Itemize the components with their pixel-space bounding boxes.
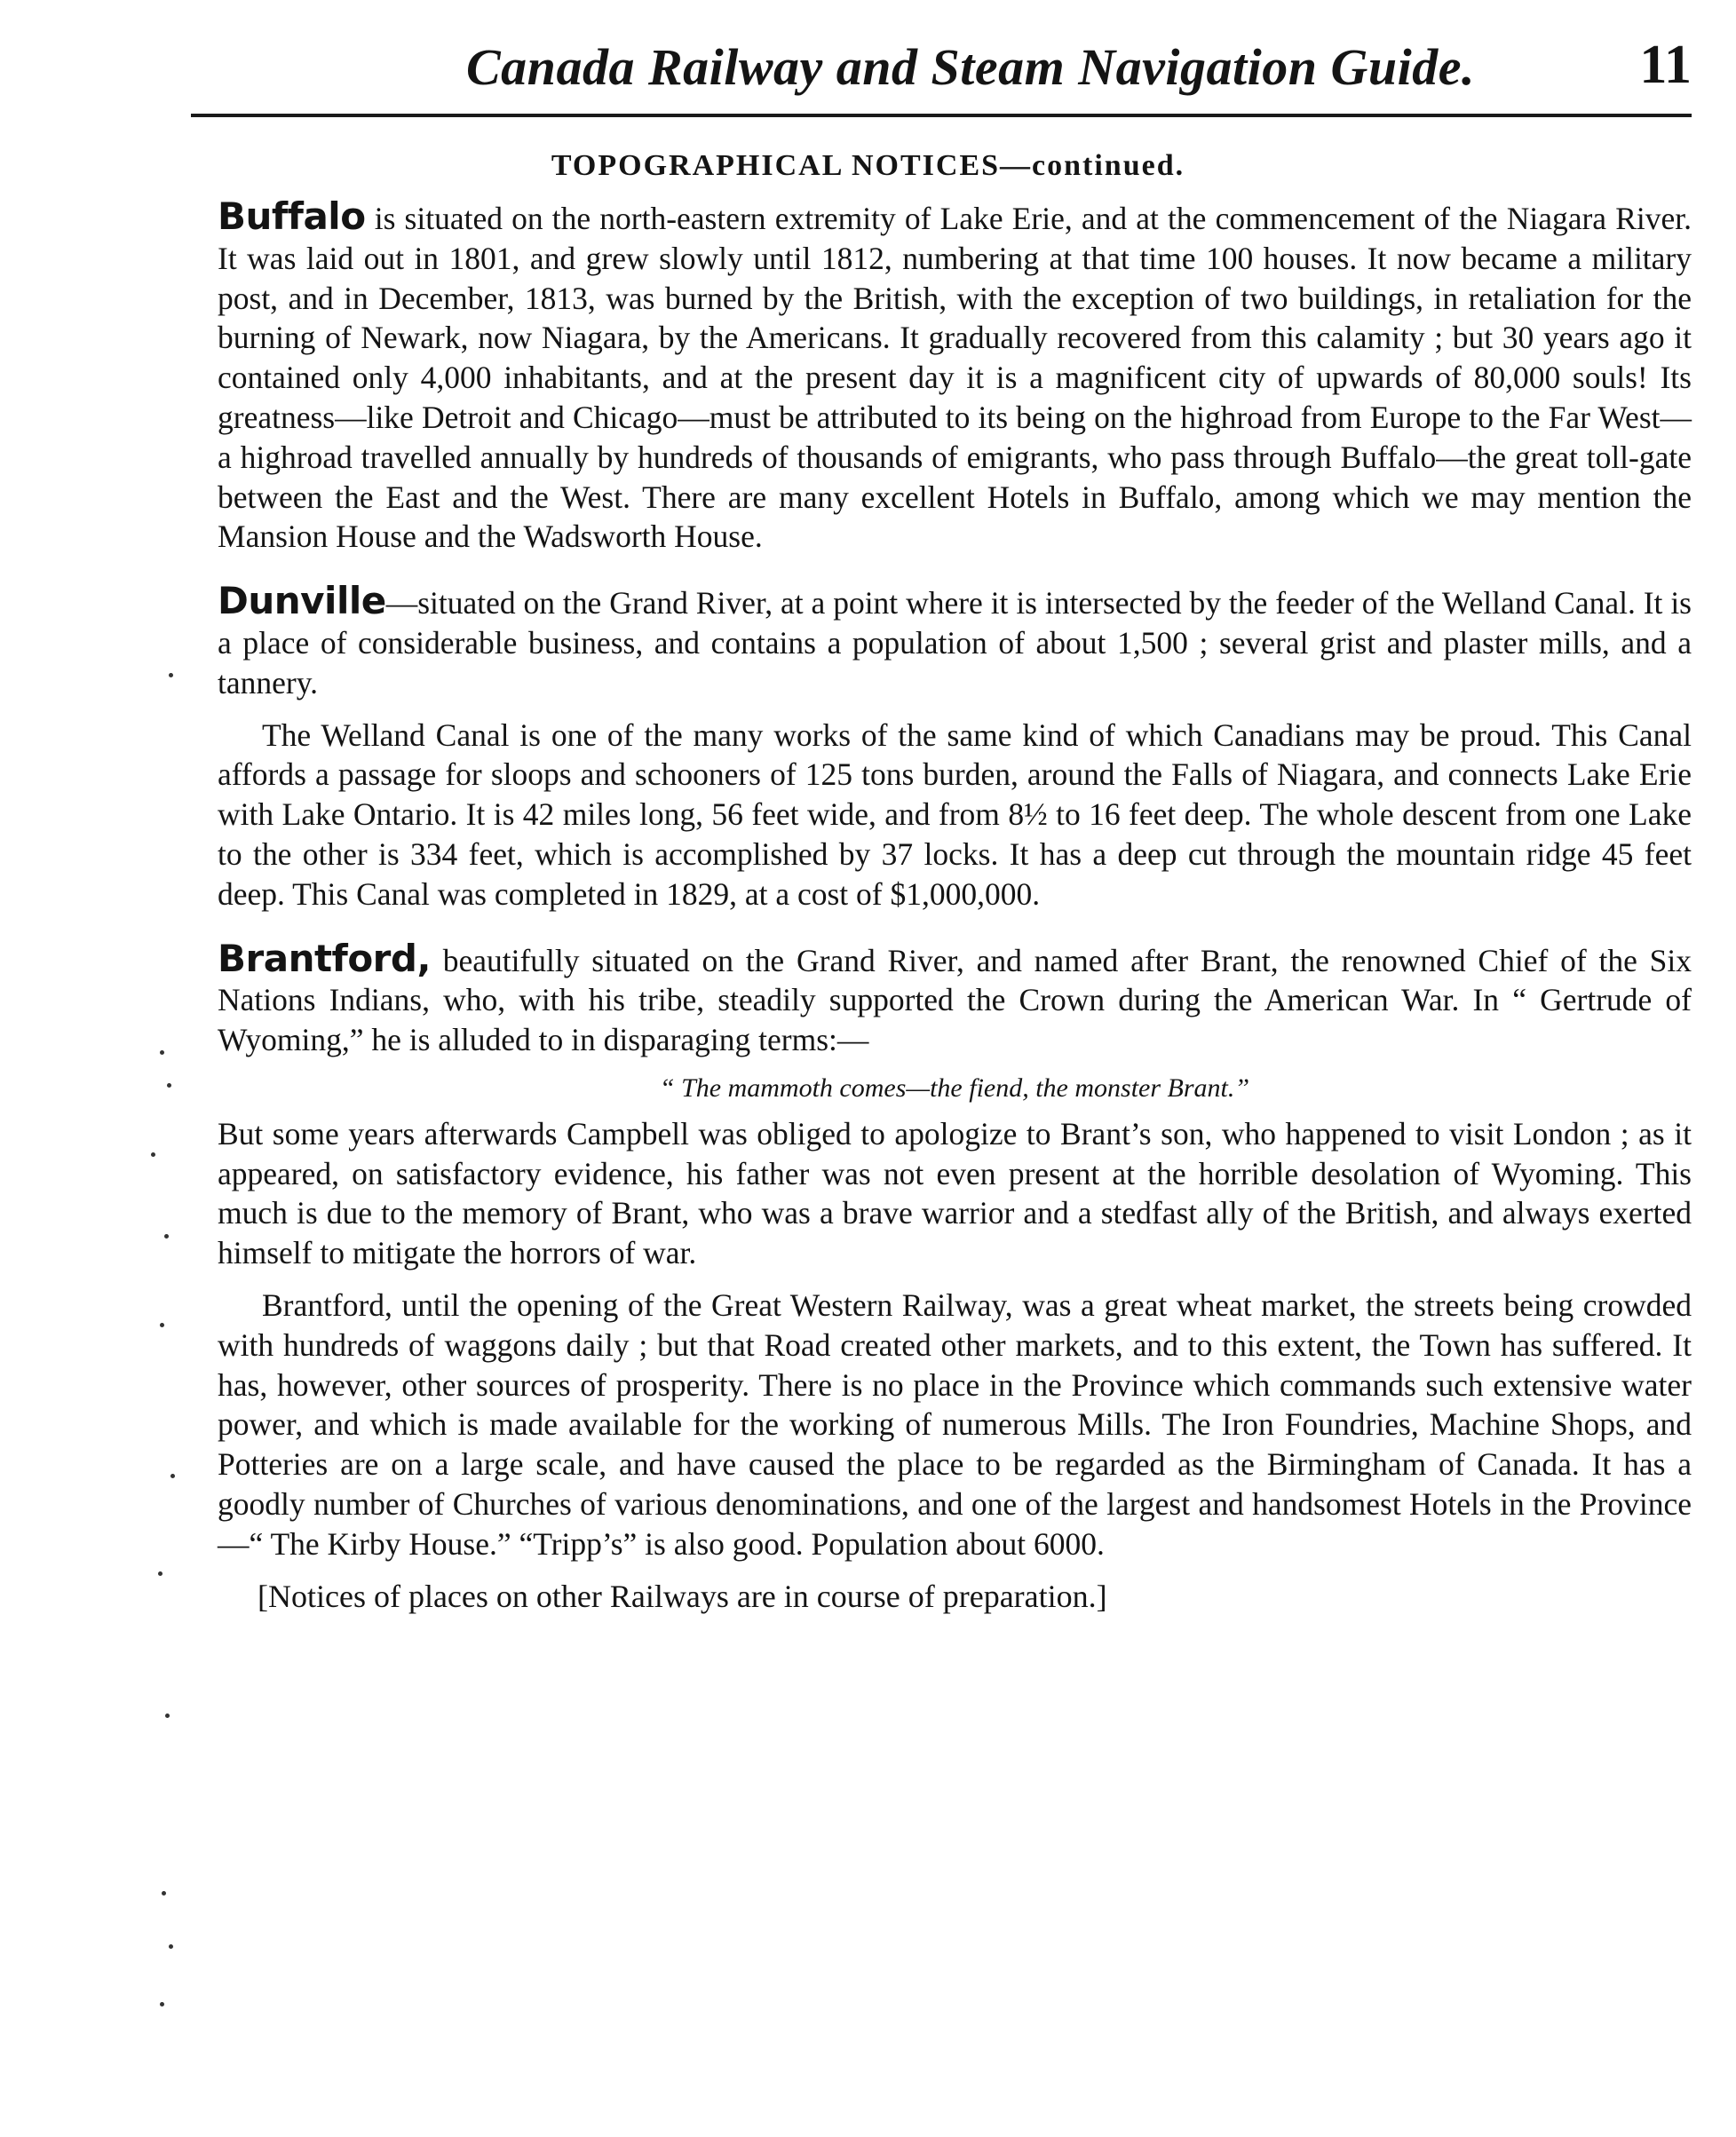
running-head	[191, 34, 1692, 117]
place-name-dunville: Dunville	[218, 579, 386, 623]
speck	[164, 1234, 169, 1239]
place-name-brantford: Brantford,	[218, 936, 431, 980]
place-name-buffalo: Buffalo	[218, 194, 366, 238]
entry-dunville-text: —situated on the Grand River, at a point where it is intersected by the feeder of the Welland Canal. It is a place of considerable business, and contains a population of about 1,500 ; several grist and plaster mills, and a tannery.	[218, 585, 1692, 700]
speck	[165, 1714, 170, 1718]
brantford-quote: “ The mammoth comes—the fiend, the monster Brant.”	[659, 1072, 1250, 1103]
speck	[158, 1571, 163, 1576]
speck	[151, 1152, 155, 1157]
entry-buffalo-text: is situated on the north-eastern extremity of Lake Erie, and at the commencement of the Niagara River. It was laid out in 1801, and grew slowly until 1812, numbering at that time 100 houses. It now became a military post, and in December, 1813, was burned by the British, with the exception of two buildings, in retaliation for the burning of Newark, now Niagara, by the Americans. It gradually recovered from this calamity ; but 30 years ago it contained only 4,000 inhabitants, and at the present day it is a magnificent city of upwards of 80,000 souls! Its greatness—like Detroit and Chicago—must be attributed to its being on the highroad from Europe to the Far West—a highroad travelled annually by hundreds of thousands of emigrants, who pass through Buffalo—the great toll-gate between the East and the West. There are many excellent Hotels in Buffalo, among which we may mention the Mansion House and the Wadsworth House.	[218, 201, 1692, 555]
entry-buffalo	[218, 194, 1692, 557]
entry-dunville	[218, 579, 1692, 702]
entry-dunville-paragraph-2: The Welland Canal is one of the many works of the same kind of which Canadians may be proud. This Canal affords a passage for sloops and schooners of 125 tons burden, around the Falls of Niagara, and connects Lake Erie with Lake Ontario. It is 42 miles long, 56 feet wide, and from 8½ to 16 feet deep. The whole descent from one Lake to the other is 334 feet, which is accomplished by 37 locks. It has a deep cut through the mountain ridge 45 feet deep. This Canal was completed in 1829, at a cost of $1,000,000.	[218, 716, 1692, 912]
speck	[169, 673, 173, 677]
speck	[160, 2002, 164, 2006]
footer-note: [Notices of places on other Railways are in course of preparation.]	[258, 1578, 1107, 1614]
speck	[167, 1083, 171, 1088]
speck	[169, 1944, 173, 1949]
speck	[160, 1050, 164, 1055]
speck	[162, 1891, 166, 1896]
body-text	[218, 194, 1692, 1616]
running-title: Canada Railway and Steam Navigation Guide.	[466, 38, 1475, 96]
section-heading: TOPOGRAPHICAL NOTICES—continued.	[551, 149, 1185, 182]
speck	[170, 1474, 175, 1478]
page-number: 11	[1639, 35, 1692, 95]
entry-brantford-paragraph-3: Brantford, until the opening of the Great Western Railway, was a great wheat market, the streets being crowded with hundreds of waggons daily ; but that Road created other markets, and to this extent, the Town has suffered. It has, however, other sources of prosperity. There is no place in the Province which commands such extensive water power, and which is made available for the working of numerous Mills. The Iron Foundries, Machine Shops, and Potteries are on a large scale, and have caused the place to be regarded as the Birmingham of Canada. It has a goodly number of Churches of various denominations, and one of the largest and handsomest Hotels in the Province—“ The Kirby House.” “Tripp’s” is also good. Population about 6000.	[218, 1286, 1692, 1562]
margin-specks	[133, 0, 213, 2137]
entry-brantford	[218, 936, 1692, 1060]
entry-brantford-text: beautifully situated on the Grand River, and named after Brant, the renowned Chief of the Six Nations Indians, who, with his tribe, steadily supported the Crown during the American War. In “ Gertrude of Wyoming,” he is alluded to in disparaging terms:—	[218, 942, 1692, 1058]
entry-brantford-paragraph-2: But some years afterwards Campbell was obliged to apologize to Brant’s son, who happened to visit London ; as it appeared, on satisfactory evidence, his father was not even present at the horrible desolation of Wyoming. This much is due to the memory of Brant, who was a brave warrior and a stedfast ally of the British, and always exerted himself to mitigate the horrors of war.	[218, 1115, 1692, 1271]
speck	[160, 1323, 164, 1327]
